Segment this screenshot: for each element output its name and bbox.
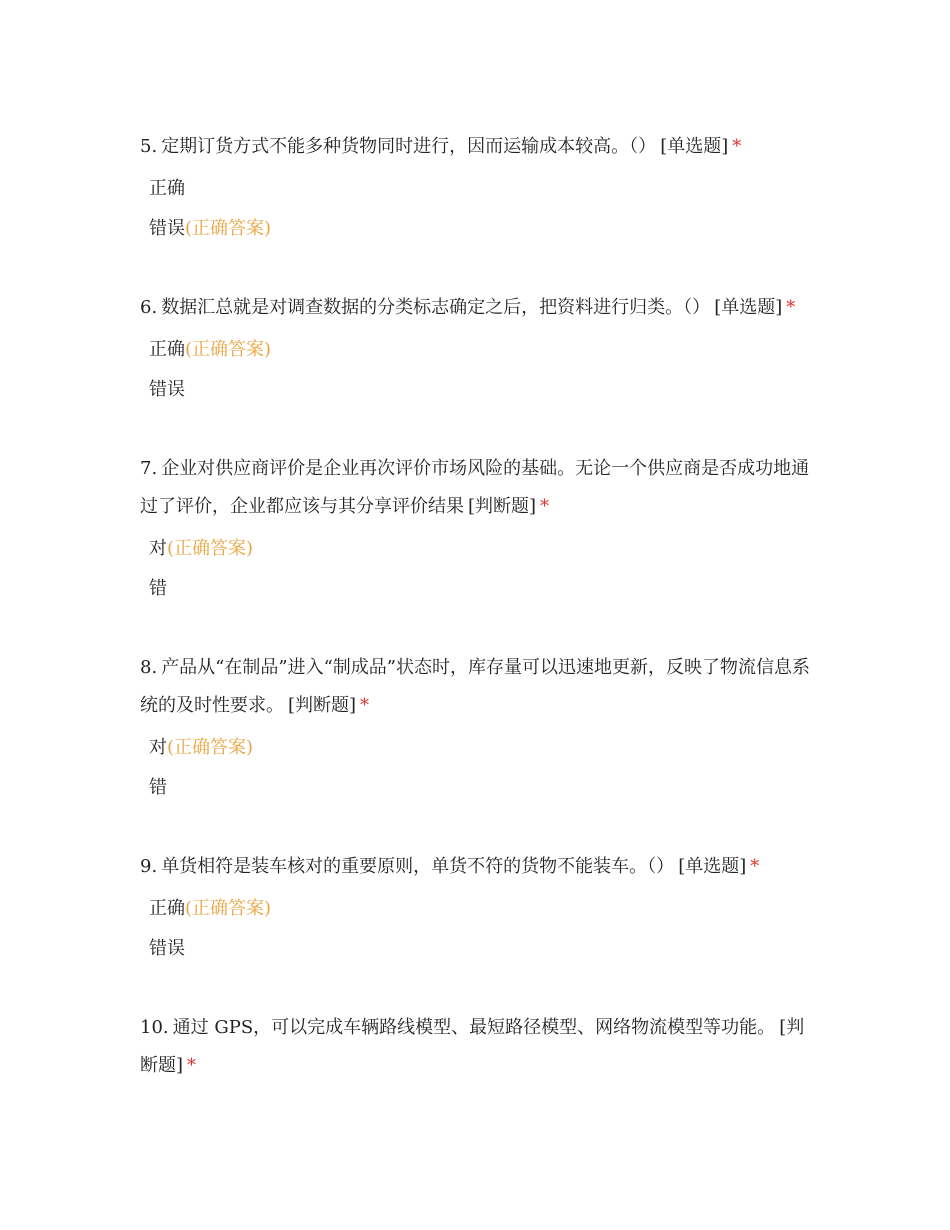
question-text: 企业对供应商评价是企业再次评价市场风险的基础。无论一个供应商是否成功地通过了评价，企业都应该与其分享评价结果 [140,458,810,517]
option-label: 错 [149,777,167,798]
question-text: 产品从“在制品”进入“制成品”状态时，库存量可以迅速地更新，反映了物流信息系统的及时性要求。 [140,657,810,716]
question-title [140,289,820,327]
correct-answer-tag: (正确答案) [167,538,254,559]
option-label: 正确 [149,339,185,360]
answer-option[interactable] [140,529,820,569]
option-label: 正确 [149,898,185,919]
required-marker: * [786,297,796,318]
option-label: 对 [149,737,167,758]
question-number: 5. [140,136,158,157]
question-title [140,450,820,526]
question-item [140,450,820,609]
option-label: 正确 [149,178,185,199]
question-number: 6. [140,297,158,318]
question-text: 定期订货方式不能多种货物同时进行，因而运输成本较高。（） [161,136,657,157]
correct-answer-tag: (正确答案) [167,737,254,758]
required-marker: * [540,496,550,517]
question-title [140,1009,820,1085]
answer-option[interactable] [140,929,820,969]
question-type: [单选题] [660,136,729,157]
question-item [140,1009,820,1085]
question-text: 单货相符是装车核对的重要原则，单货不符的货物不能装车。（） [161,856,675,877]
answer-option[interactable] [140,569,820,609]
question-type: [判断题] [140,1017,805,1076]
question-list [140,128,820,1125]
answer-option[interactable] [140,330,820,370]
question-text: 通过 GPS，可以完成车辆路线模型、最短路径模型、网络物流模型等功能。 [172,1017,776,1038]
answer-option[interactable] [140,169,820,209]
question-type: [判断题] [468,496,537,517]
question-title [140,649,820,725]
correct-answer-tag: (正确答案) [185,898,272,919]
question-number: 7. [140,458,158,479]
question-type: [单选题] [714,297,783,318]
option-label: 对 [149,538,167,559]
option-label: 错误 [149,379,185,400]
answer-option[interactable] [140,768,820,808]
question-item [140,848,820,969]
answer-option[interactable] [140,209,820,249]
required-marker: * [750,856,760,877]
required-marker: * [360,695,370,716]
question-number: 10. [140,1017,169,1038]
question-number: 9. [140,856,158,877]
question-item [140,128,820,249]
correct-answer-tag: (正确答案) [185,339,272,360]
question-title [140,848,820,886]
question-item [140,649,820,808]
question-number: 8. [140,657,158,678]
question-type: [判断题] [288,695,357,716]
option-label: 错 [149,578,167,599]
question-title [140,128,820,166]
required-marker: * [187,1055,197,1076]
required-marker: * [732,136,742,157]
question-type: [单选题] [678,856,747,877]
correct-answer-tag: (正确答案) [185,218,272,239]
option-label: 错误 [149,218,185,239]
question-item [140,289,820,410]
answer-option[interactable] [140,370,820,410]
question-text: 数据汇总就是对调查数据的分类标志确定之后，把资料进行归类。（） [161,297,711,318]
answer-option[interactable] [140,889,820,929]
option-label: 错误 [149,938,185,959]
answer-option[interactable] [140,728,820,768]
